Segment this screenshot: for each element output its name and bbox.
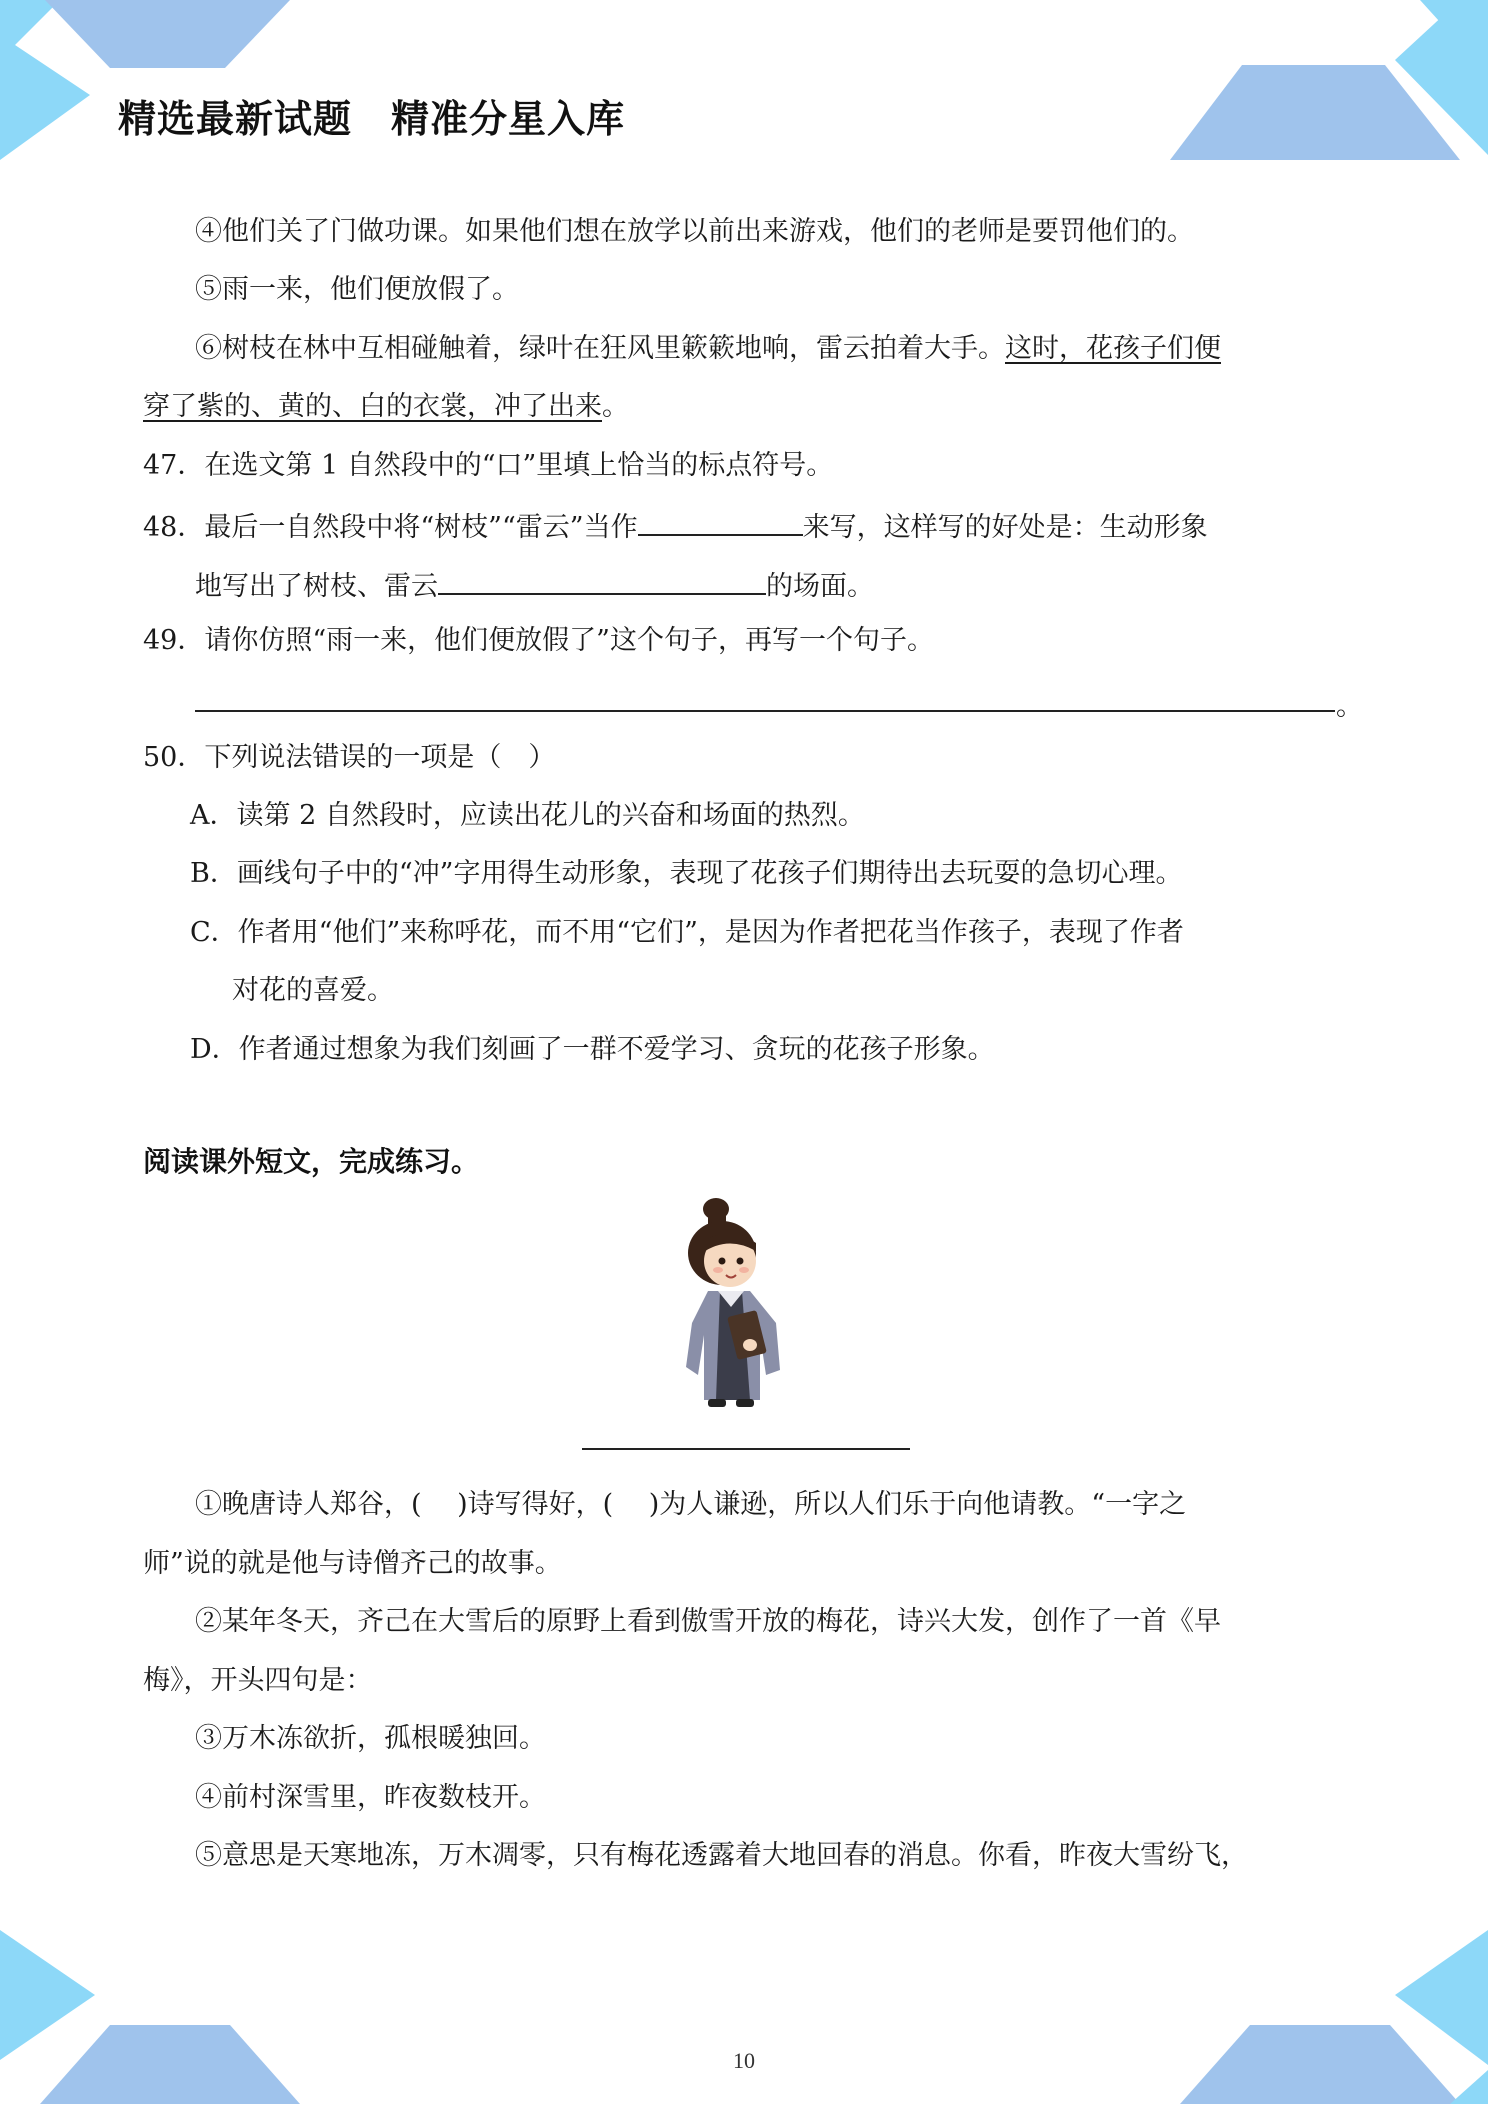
paragraph-6-end: 。 [602, 391, 629, 422]
paragraph-5: ⑤雨一来，他们便放假了。 [195, 274, 519, 305]
question-50-option-d[interactable]: D．作者通过想象为我们刻画了一群不爱学习、贪玩的花孩子形象。 [190, 1034, 995, 1065]
section2-paragraph-2: ②某年冬天，齐己在大雪后的原野上看到傲雪开放的梅花，诗兴大发，创作了一首《早 [195, 1606, 1221, 1637]
paragraph-6-line-1 [195, 329, 1221, 369]
decor-bottom-right [1180, 1930, 1488, 2104]
header-title: 精选最新试题 精准分星入库 [118, 97, 626, 141]
question-48-blank-1[interactable] [638, 504, 803, 536]
paragraph-6-text: ⑥树枝在林中互相碰触着，绿叶在狂风里簌簌地响，雷云拍着大手。 [195, 333, 1005, 364]
question-50-option-c[interactable]: C．作者用“他们”来称呼花，而不用“它们”，是因为作者把花当作孩子，表现了作者 [190, 917, 1184, 948]
section2-paragraph-5: ⑤意思是天寒地冻，万木凋零，只有梅花透露着大地回春的消息。你看，昨夜大雪纷飞， [195, 1840, 1248, 1871]
question-48-text-c: 地写出了树枝、雷云 [195, 571, 438, 602]
underlined-sentence-part-1: 这时，花孩子们便 [1005, 333, 1221, 364]
question-48-blank-2[interactable] [438, 563, 766, 595]
section-heading: 阅读课外短文，完成练习。 [143, 1145, 480, 1178]
question-50-option-c-cont: 对花的喜爱。 [232, 975, 394, 1006]
question-50-option-b[interactable]: B．画线句子中的“冲”字用得生动形象，表现了花孩子们期待出去玩耍的急切心理。 [190, 858, 1183, 889]
decor-top-right [1170, 0, 1488, 165]
section2-paragraph-1: ①晚唐诗人郑谷，( )诗写得好，( )为人谦逊，所以人们乐于向他请教。“一字之 [195, 1489, 1187, 1520]
section2-paragraph-2-cont: 梅》，开头四句是： [143, 1665, 373, 1696]
question-50-option-a[interactable]: A．读第 2 自然段时，应读出花儿的兴奋和场面的热烈。 [190, 800, 865, 831]
question-48-text-a: 48．最后一自然段中将“树枝”“雷云”当作 [143, 512, 638, 543]
section2-paragraph-3: ③万木冻欲折，孤根暖独回。 [195, 1723, 546, 1754]
question-49-end-mark: 。 [1336, 691, 1363, 722]
question-50: 50．下列说法错误的一项是（ ） [143, 742, 556, 773]
decor-bottom-left [0, 1930, 310, 2104]
page-number: 10 [733, 2048, 755, 2073]
decor-top-left [0, 0, 300, 170]
question-48-line-2 [195, 563, 874, 607]
underlined-sentence-part-2: 穿了紫的、黄的、白的衣裳，冲了出来 [143, 391, 602, 422]
paragraph-6-line-2 [143, 387, 629, 427]
question-49: 49．请你仿照“雨一来，他们便放假了”这个句子，再写一个句子。 [143, 625, 934, 656]
ancient-scholar-illustration [680, 1195, 810, 1410]
question-48-text-d: 的场面。 [766, 571, 874, 602]
question-48-line-1 [143, 504, 1208, 548]
question-49-answer-line[interactable] [195, 710, 1335, 712]
question-48-text-b: 来写，这样写的好处是：生动形象 [802, 512, 1208, 543]
section2-paragraph-1-cont: 师”说的就是他与诗僧齐己的故事。 [143, 1548, 562, 1579]
paragraph-4: ④他们关了门做功课。如果他们想在放学以前出来游戏，他们的老师是要罚他们的。 [195, 216, 1194, 247]
passage-title-blank[interactable] [582, 1448, 910, 1450]
question-47: 47．在选文第 1 自然段中的“口”里填上恰当的标点符号。 [143, 450, 834, 481]
section2-paragraph-4: ④前村深雪里，昨夜数枝开。 [195, 1782, 546, 1813]
